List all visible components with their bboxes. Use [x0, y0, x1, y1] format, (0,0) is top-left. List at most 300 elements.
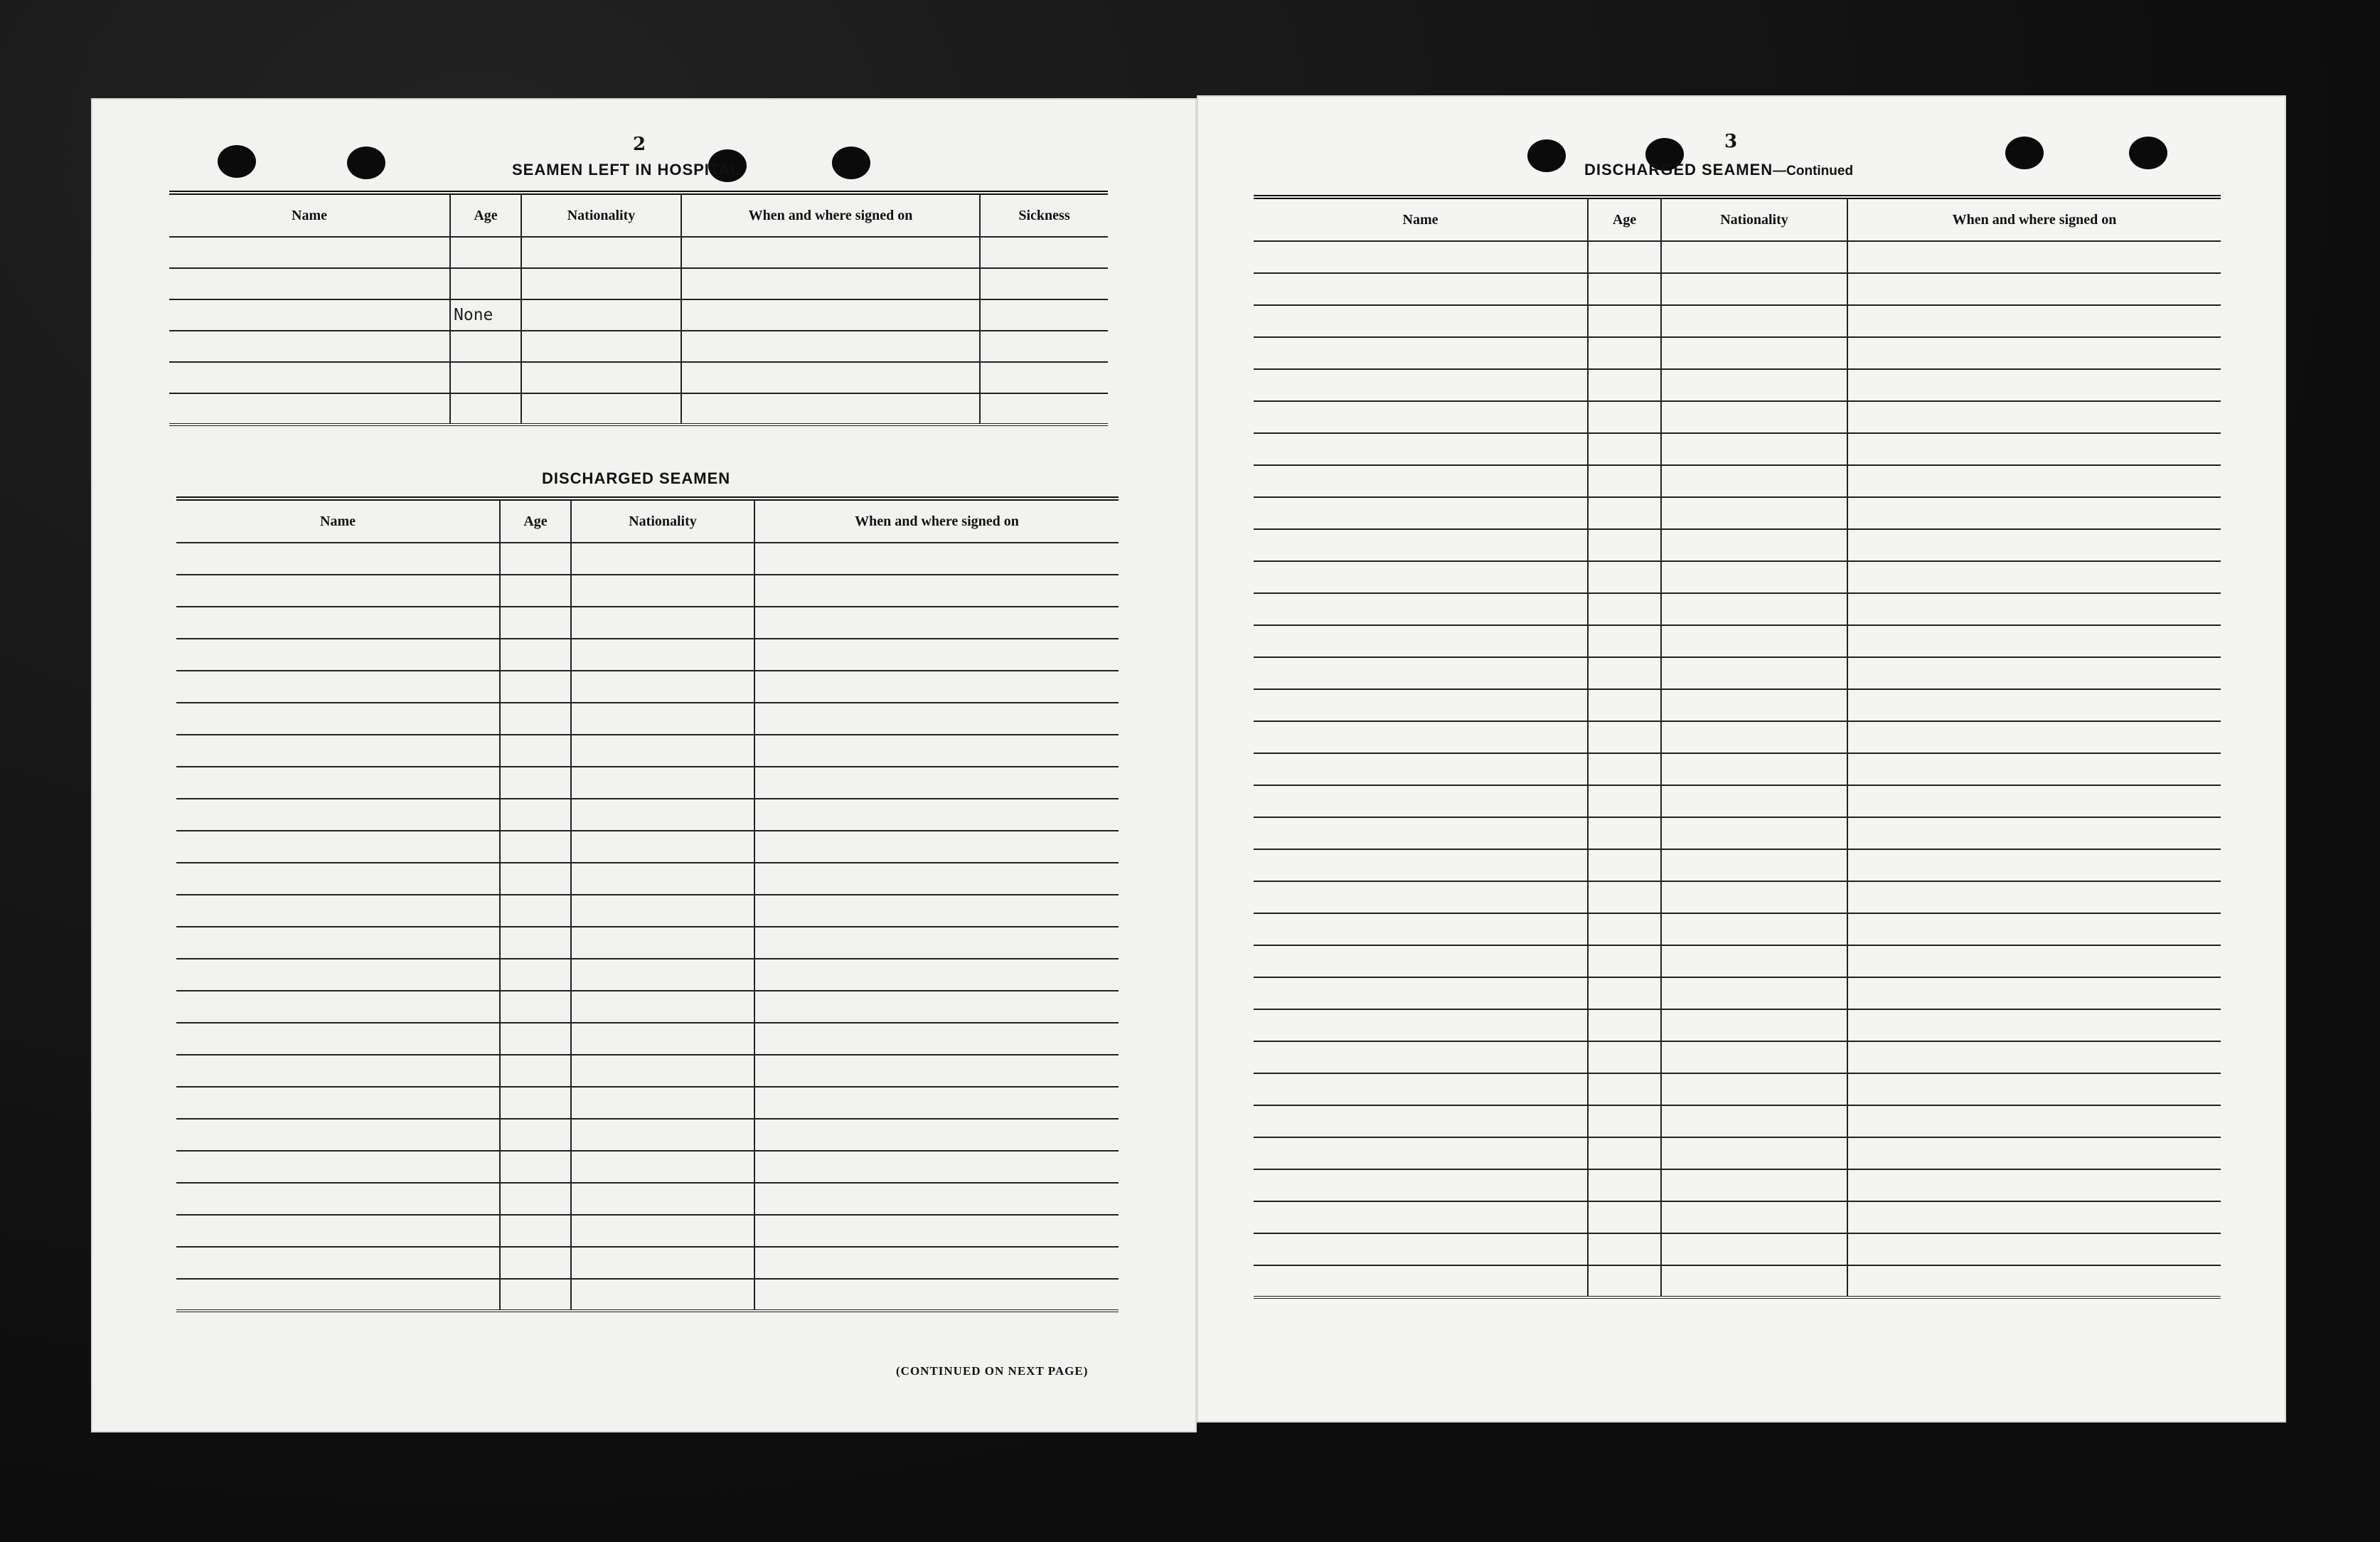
left-page: [91, 98, 1197, 1432]
table-cell: [1847, 881, 2221, 913]
table-cell: [1661, 753, 1847, 785]
table-cell: [176, 991, 500, 1023]
table-row: [176, 1087, 1119, 1119]
table-cell: [1588, 689, 1661, 721]
table-cell: [1847, 561, 2221, 593]
table-cell: [1847, 529, 2221, 561]
table-cell: [1588, 1041, 1661, 1073]
discharged-continued-title: [1584, 161, 1853, 179]
table-row: [176, 1279, 1119, 1311]
table-row: [1254, 881, 2221, 913]
table-cell: [521, 362, 681, 393]
table-cell: [500, 703, 571, 735]
punch-hole: [2129, 137, 2167, 169]
table-cell: [754, 1023, 1119, 1055]
table-cell: [500, 1279, 571, 1311]
table-cell: [681, 331, 980, 362]
table-cell: [1661, 433, 1847, 465]
table-cell: [1661, 1009, 1847, 1041]
table-cell: [1254, 1169, 1588, 1201]
table-cell: [176, 1119, 500, 1151]
table-cell: [1588, 1233, 1661, 1265]
table-cell: [500, 1151, 571, 1183]
table-cell: [176, 1023, 500, 1055]
table-cell: [1254, 913, 1588, 945]
table-cell: [1588, 1265, 1661, 1297]
table-cell: [1254, 273, 1588, 305]
table-cell: [500, 1055, 571, 1087]
table-cell: [681, 299, 980, 331]
table-cell: [1254, 497, 1588, 529]
table-cell: [754, 895, 1119, 927]
table-cell: [571, 863, 754, 895]
table-row: [1254, 657, 2221, 689]
table-cell: [450, 393, 521, 425]
table-cell: [571, 735, 754, 767]
table-cell: [1588, 1105, 1661, 1137]
table-cell: [500, 991, 571, 1023]
table-cell: [176, 895, 500, 927]
table-cell: [980, 362, 1108, 393]
table-cell: [1847, 1265, 2221, 1297]
table-row: [169, 331, 1108, 362]
table-cell: [571, 959, 754, 991]
table-cell: [1847, 817, 2221, 849]
table-cell: [1661, 1233, 1847, 1265]
table-cell: [1661, 401, 1847, 433]
table-cell: [754, 831, 1119, 863]
table-cell: [1588, 241, 1661, 273]
table-cell: [176, 1151, 500, 1183]
table-cell: [1847, 497, 2221, 529]
table-cell: [571, 543, 754, 575]
table-cell: [571, 671, 754, 703]
table-cell: [1254, 401, 1588, 433]
table-cell: [754, 1183, 1119, 1215]
table-cell: [1661, 369, 1847, 401]
table-cell: [169, 268, 450, 299]
table-cell: [1254, 945, 1588, 977]
table-cell: [1588, 817, 1661, 849]
column-header-signed-on: When and where signed on: [754, 499, 1119, 543]
table-row: [1254, 433, 2221, 465]
page-number: 2: [633, 134, 646, 155]
table-cell: [1254, 1233, 1588, 1265]
table-cell: [1847, 241, 2221, 273]
table-row: [176, 1119, 1119, 1151]
table-cell: [1254, 1041, 1588, 1073]
table-cell: [1661, 817, 1847, 849]
table-row: [1254, 401, 2221, 433]
table-cell: [980, 299, 1108, 331]
table-cell: [1847, 433, 2221, 465]
table-cell: [571, 799, 754, 831]
table-cell: [681, 237, 980, 268]
table-cell: [1847, 401, 2221, 433]
table-cell: [1847, 945, 2221, 977]
table-cell: [1588, 561, 1661, 593]
table-cell: [754, 1279, 1119, 1311]
table-row: [1254, 1073, 2221, 1105]
table-cell: [1847, 785, 2221, 817]
table-cell: [1847, 1105, 2221, 1137]
table-cell: [1661, 625, 1847, 657]
table-cell: [681, 362, 980, 393]
table-row: [176, 799, 1119, 831]
column-header-name: Name: [176, 499, 500, 543]
table-cell: [521, 237, 681, 268]
table-cell: [176, 543, 500, 575]
table-cell: [176, 1055, 500, 1087]
table-cell: [1847, 1137, 2221, 1169]
table-cell: [1254, 305, 1588, 337]
table-cell: [1254, 1137, 1588, 1169]
table-cell: [1847, 913, 2221, 945]
table-row: [169, 299, 1108, 331]
table-cell: [571, 575, 754, 607]
table-row: [1254, 1105, 2221, 1137]
table-cell: [754, 863, 1119, 895]
table-cell: [754, 767, 1119, 799]
table-cell: [1847, 1233, 2221, 1265]
table-cell: [1254, 593, 1588, 625]
table-cell: [754, 1215, 1119, 1247]
table-cell: [1661, 1041, 1847, 1073]
table-cell: [1588, 945, 1661, 977]
table-row: [176, 1183, 1119, 1215]
table-cell: [521, 393, 681, 425]
table-cell: [754, 703, 1119, 735]
table-row: [1254, 817, 2221, 849]
table-cell: [521, 331, 681, 362]
table-cell: [500, 1119, 571, 1151]
table-cell: [500, 1247, 571, 1279]
table-cell: [500, 767, 571, 799]
table-cell: [571, 927, 754, 959]
table-cell: [1661, 1169, 1847, 1201]
discharged-section-title: DISCHARGED SEAMEN: [542, 469, 731, 487]
table-cell: [1847, 465, 2221, 497]
table-cell: [1661, 881, 1847, 913]
table-cell: [169, 362, 450, 393]
table-row: [176, 575, 1119, 607]
table-cell: [571, 703, 754, 735]
table-row: [1254, 785, 2221, 817]
table-cell: [1661, 913, 1847, 945]
table-cell: [1254, 625, 1588, 657]
table-cell: [1254, 529, 1588, 561]
column-header-signed-on: When and where signed on: [681, 193, 980, 237]
table-row: [1254, 337, 2221, 369]
table-cell: [1661, 1201, 1847, 1233]
table-cell: [571, 1087, 754, 1119]
table-cell: [980, 268, 1108, 299]
table-cell: [571, 831, 754, 863]
table-row: [169, 268, 1108, 299]
table-cell: [1588, 657, 1661, 689]
column-header-age: Age: [450, 193, 521, 237]
table-cell: [500, 1023, 571, 1055]
table-cell: [450, 362, 521, 393]
table-cell: [500, 863, 571, 895]
table-cell: [571, 1183, 754, 1215]
table-cell: [681, 393, 980, 425]
table-cell: [754, 1119, 1119, 1151]
table-cell: [521, 299, 681, 331]
table-row: [176, 543, 1119, 575]
table-cell: [1661, 561, 1847, 593]
table-cell: [500, 543, 571, 575]
page-number: 3: [1724, 131, 1738, 152]
table-row: [1254, 593, 2221, 625]
table-cell: [1661, 689, 1847, 721]
table-row: [1254, 689, 2221, 721]
discharged-continued-table: [1254, 195, 2221, 1299]
table-row: [176, 959, 1119, 991]
table-row: [1254, 1137, 2221, 1169]
table-cell: [1661, 241, 1847, 273]
table-cell: [1588, 1201, 1661, 1233]
table-cell: [1847, 625, 2221, 657]
table-cell: [1661, 529, 1847, 561]
continued-header-row: [1254, 197, 2221, 241]
column-header-age: Age: [500, 499, 571, 543]
table-row: [1254, 305, 2221, 337]
table-cell: [1847, 593, 2221, 625]
table-row: [1254, 497, 2221, 529]
table-row: [1254, 977, 2221, 1009]
table-cell: [176, 703, 500, 735]
hospital-section-title: SEAMEN LEFT IN HOSPITAL: [512, 161, 742, 179]
table-cell: [754, 1151, 1119, 1183]
table-cell: [450, 237, 521, 268]
column-header-signed-on: When and where signed on: [1847, 197, 2221, 241]
table-cell: [1254, 657, 1588, 689]
punch-hole: [1527, 139, 1566, 172]
table-row: [176, 1215, 1119, 1247]
table-cell: [1847, 977, 2221, 1009]
table-row: [1254, 273, 2221, 305]
table-cell: [1588, 1137, 1661, 1169]
table-cell: [500, 1087, 571, 1119]
table-cell: [754, 959, 1119, 991]
punch-hole: [832, 147, 870, 179]
table-cell: [1661, 1137, 1847, 1169]
table-cell: [1661, 849, 1847, 881]
table-cell: [1661, 721, 1847, 753]
table-cell: [500, 799, 571, 831]
table-cell: [1847, 273, 2221, 305]
table-cell: [500, 1183, 571, 1215]
table-cell: [571, 1279, 754, 1311]
table-cell: [1847, 721, 2221, 753]
table-cell: [754, 799, 1119, 831]
table-cell: [1254, 1201, 1588, 1233]
table-cell: [1847, 1041, 2221, 1073]
hospital-header-row: [169, 193, 1108, 237]
table-row: [176, 1023, 1119, 1055]
table-cell: [1847, 1009, 2221, 1041]
table-row: [1254, 241, 2221, 273]
discharged-table: [176, 496, 1119, 1312]
table-cell: [1588, 401, 1661, 433]
table-cell: [754, 543, 1119, 575]
table-row: [1254, 1169, 2221, 1201]
table-cell: [1588, 529, 1661, 561]
table-cell: [1847, 305, 2221, 337]
table-cell: [1661, 1073, 1847, 1105]
continued-note: (CONTINUED ON NEXT PAGE): [896, 1364, 1089, 1378]
table-cell: [1847, 369, 2221, 401]
table-cell: [176, 767, 500, 799]
table-cell: [1847, 337, 2221, 369]
column-header-name: Name: [169, 193, 450, 237]
table-cell: [500, 927, 571, 959]
table-cell: [1588, 881, 1661, 913]
table-cell: [1661, 273, 1847, 305]
table-cell: [1661, 657, 1847, 689]
table-row: [176, 671, 1119, 703]
table-row: [169, 237, 1108, 268]
table-cell: [500, 607, 571, 639]
table-cell: [571, 639, 754, 671]
table-row: [169, 393, 1108, 425]
table-cell: [1254, 561, 1588, 593]
table-cell: [1588, 337, 1661, 369]
table-row: [176, 927, 1119, 959]
table-cell: [176, 863, 500, 895]
table-row: [176, 1151, 1119, 1183]
table-cell: [1254, 1265, 1588, 1297]
table-cell: [1254, 369, 1588, 401]
table-cell: [571, 895, 754, 927]
table-cell: [176, 575, 500, 607]
table-row: [176, 831, 1119, 863]
table-cell: [1661, 465, 1847, 497]
table-cell: [754, 735, 1119, 767]
table-cell: [176, 607, 500, 639]
table-cell: [176, 1215, 500, 1247]
table-row: [176, 735, 1119, 767]
table-cell: [500, 735, 571, 767]
table-cell: [1847, 657, 2221, 689]
title-suffix: —Continued: [1773, 164, 1854, 179]
column-header-sickness: Sickness: [980, 193, 1108, 237]
table-cell: [1254, 689, 1588, 721]
table-cell: [980, 237, 1108, 268]
table-cell: [681, 268, 980, 299]
column-header-nationality: Nationality: [1661, 197, 1847, 241]
table-cell: [1588, 305, 1661, 337]
table-cell: [754, 607, 1119, 639]
table-row: [1254, 1009, 2221, 1041]
punch-hole: [347, 147, 385, 179]
table-cell: [1588, 1169, 1661, 1201]
table-cell: [571, 991, 754, 1023]
table-row: [1254, 1041, 2221, 1073]
table-cell: [754, 1087, 1119, 1119]
table-cell: [1254, 1105, 1588, 1137]
table-row: [169, 362, 1108, 393]
table-cell: [1588, 465, 1661, 497]
table-cell: [1254, 465, 1588, 497]
table-cell: [1847, 1201, 2221, 1233]
table-cell: [571, 1119, 754, 1151]
table-cell: [1588, 1009, 1661, 1041]
table-row: [1254, 1201, 2221, 1233]
table-cell: [1254, 849, 1588, 881]
table-cell: [754, 927, 1119, 959]
table-cell: [176, 927, 500, 959]
table-row: [176, 863, 1119, 895]
table-cell: [1588, 977, 1661, 1009]
table-cell: [176, 1279, 500, 1311]
table-cell: [571, 1247, 754, 1279]
table-row: [176, 991, 1119, 1023]
table-cell: [500, 639, 571, 671]
table-cell: [500, 671, 571, 703]
table-row: [1254, 721, 2221, 753]
table-cell: [571, 1215, 754, 1247]
table-cell: [754, 575, 1119, 607]
table-cell: [1588, 625, 1661, 657]
table-cell: [1254, 753, 1588, 785]
table-cell: [169, 331, 450, 362]
table-cell: [1254, 241, 1588, 273]
column-header-name: Name: [1254, 197, 1588, 241]
table-cell: [571, 607, 754, 639]
table-cell: [169, 299, 450, 331]
table-row: [1254, 529, 2221, 561]
table-row: [176, 1055, 1119, 1087]
table-row: [1254, 849, 2221, 881]
table-cell: [571, 1151, 754, 1183]
column-header-nationality: Nationality: [571, 499, 754, 543]
table-cell: [169, 393, 450, 425]
table-cell: [176, 1247, 500, 1279]
table-cell: [176, 959, 500, 991]
table-cell: [1254, 817, 1588, 849]
table-cell: [754, 991, 1119, 1023]
table-cell: [754, 671, 1119, 703]
table-cell: [1254, 881, 1588, 913]
table-cell: [176, 1183, 500, 1215]
title-main: DISCHARGED SEAMEN: [1584, 161, 1773, 179]
right-page: [1197, 95, 2286, 1423]
table-cell: [450, 331, 521, 362]
table-cell: [571, 767, 754, 799]
table-cell: [1588, 913, 1661, 945]
table-cell: [1254, 977, 1588, 1009]
table-cell: [1661, 337, 1847, 369]
table-cell: [500, 1215, 571, 1247]
table-cell: [754, 1247, 1119, 1279]
table-cell: [1661, 977, 1847, 1009]
table-cell: [1254, 1009, 1588, 1041]
table-cell: [1661, 305, 1847, 337]
table-cell: [754, 1055, 1119, 1087]
table-cell: [500, 831, 571, 863]
table-cell: [1254, 721, 1588, 753]
table-cell: [1847, 1169, 2221, 1201]
table-row: [176, 1247, 1119, 1279]
table-cell: [1588, 433, 1661, 465]
table-cell: [1588, 497, 1661, 529]
table-row: [1254, 465, 2221, 497]
table-cell: [176, 671, 500, 703]
table-cell: [1661, 1265, 1847, 1297]
table-row: [1254, 913, 2221, 945]
